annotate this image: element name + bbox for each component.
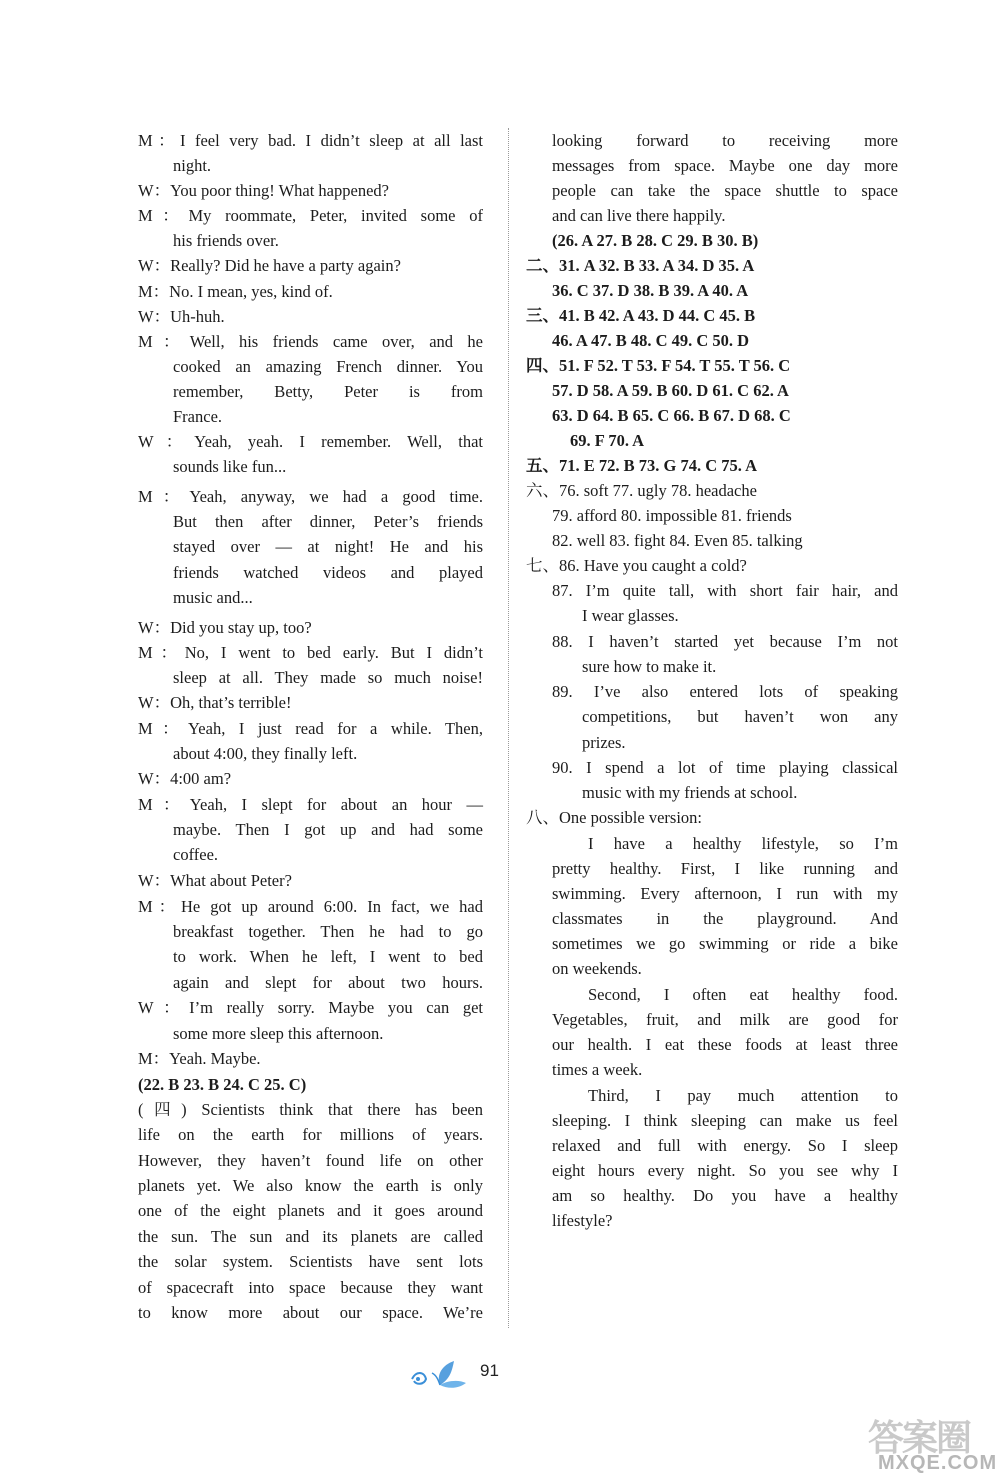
dialogue-line: W：You poor thing! What happened? <box>138 181 389 200</box>
dialogue-line: W：Uh-huh. <box>138 307 225 326</box>
essay-line: sleeping. I think sleeping can make us feel <box>552 1111 898 1130</box>
answer-line: 57. D 58. A 59. B 60. D 61. C 62. A <box>552 381 789 400</box>
answer-line: 五、71. E 72. B 73. G 74. C 75. A <box>526 456 758 475</box>
dialogue-line: W：Oh, that’s terrible! <box>138 693 292 712</box>
dialogue-line: cooked an amazing French dinner. You <box>173 357 483 376</box>
answer-line: 六、76. soft 77. ugly 78. headache <box>526 481 757 500</box>
dialogue-line: some more sleep this afternoon. <box>173 1024 384 1043</box>
dialogue-line: M：Yeah, I slept for about an hour — <box>138 795 483 814</box>
dialogue-line: W：Really? Did he have a party again? <box>138 256 401 275</box>
sentence-line: prizes. <box>582 733 626 752</box>
answer-line: 二、31. A 32. B 33. A 34. D 35. A <box>526 256 755 275</box>
sentence-line: 87. I’m quite tall, with short fair hair, and <box>552 581 898 600</box>
essay-line: sometimes we go swimming or ride a bike <box>552 934 898 953</box>
sentence-line: 90. I spend a lot of time playing classical <box>552 758 898 777</box>
dialogue-line: W：Did you stay up, too? <box>138 618 312 637</box>
sentence-line: music with my friends at school. <box>582 783 798 802</box>
dialogue-line: W：I’m really sorry. Maybe you can get <box>138 998 483 1017</box>
dialogue-line: W：What about Peter? <box>138 871 292 890</box>
passage-line: planets yet. We also know the earth is only <box>138 1176 483 1195</box>
answer-line: 79. afford 80. impossible 81. friends <box>552 506 792 525</box>
sentence-line: 89. I’ve also entered lots of speaking <box>552 682 898 701</box>
dialogue-line: night. <box>173 156 212 175</box>
column-divider <box>508 128 509 1328</box>
dialogue-line: W：4:00 am? <box>138 769 232 788</box>
dialogue-line: France. <box>173 407 223 426</box>
dialogue-line: M：No. I mean, yes, kind of. <box>138 282 333 301</box>
passage-line: the sun. The sun and its planets are called <box>138 1227 483 1246</box>
passage-line: (四) Scientists think that there has been <box>138 1100 483 1119</box>
answer-line: 82. well 83. fight 84. Even 85. talking <box>552 531 803 550</box>
essay-line: lifestyle? <box>552 1211 613 1230</box>
dialogue-line: sounds like fun... <box>173 457 287 476</box>
passage-line: However, they haven’t found life on other <box>138 1151 483 1170</box>
dialogue-line: M：Yeah. Maybe. <box>138 1049 261 1068</box>
essay-line: classmates in the playground. And <box>552 909 898 928</box>
dialogue-line: M：He got up around 6:00. In fact, we had <box>138 897 483 916</box>
sentence-line: 88. I haven’t started yet because I’m not <box>552 632 898 651</box>
passage-line: of spacecraft into space because they want <box>138 1278 483 1297</box>
dialogue-line: again and slept for about two hours. <box>173 973 483 992</box>
dialogue-line: W：Yeah, yeah. I remember. Well, that <box>138 432 483 451</box>
passage-line: life on the earth for millions of years. <box>138 1125 483 1144</box>
answer-line: (26. A 27. B 28. C 29. B 30. B) <box>552 231 759 250</box>
sentence-line: sure how to make it. <box>582 657 717 676</box>
dialogue-line: M：I feel very bad. I didn’t sleep at all last <box>138 131 483 150</box>
essay-line: relaxed and full with energy. So I sleep <box>552 1136 898 1155</box>
passage-line: messages from space. Maybe one day more <box>552 156 898 175</box>
watermark-url: MXQE.COM <box>878 1452 998 1474</box>
essay-line: Third, I pay much attention to <box>588 1086 898 1105</box>
essay-line: on weekends. <box>552 959 642 978</box>
essay-line: Second, I often eat healthy food. <box>588 985 898 1004</box>
dialogue-line: coffee. <box>173 845 219 864</box>
sentence-line: competitions, but haven’t won any <box>582 707 898 726</box>
essay-line: pretty healthy. First, I like running and <box>552 859 898 878</box>
dialogue-line: about 4:00, they finally left. <box>173 744 358 763</box>
passage-line: people can take the space shuttle to space <box>552 181 898 200</box>
page-number: 91 <box>480 1361 499 1380</box>
sentence-line: 七、86. Have you caught a cold? <box>526 556 747 575</box>
dialogue-line: stayed over — at night! He and his <box>173 537 483 556</box>
answer-line: 36. C 37. D 38. B 39. A 40. A <box>552 281 749 300</box>
dialogue-line: sleep at all. They made so much noise! <box>173 668 483 687</box>
dialogue-line: to work. When he left, I went to bed <box>173 947 483 966</box>
dialogue-line: M：Well, his friends came over, and he <box>138 332 483 351</box>
passage-line: one of the eight planets and it goes around <box>138 1201 483 1220</box>
dialogue-line: M：Yeah, I just read for a while. Then, <box>138 719 483 738</box>
essay-line: Vegetables, fruit, and milk are good for <box>552 1010 898 1029</box>
dialogue-line: But then after dinner, Peter’s friends <box>173 512 483 531</box>
dialogue-line: music and... <box>173 588 253 607</box>
dialogue-line: M：No, I went to bed early. But I didn’t <box>138 643 483 662</box>
sentence-line: I wear glasses. <box>582 606 679 625</box>
answer-line: 69. F 70. A <box>570 431 645 450</box>
essay-line: eight hours every night. So you see why I <box>552 1161 898 1180</box>
answer-line: 63. D 64. B 65. C 66. B 67. D 68. C <box>552 406 791 425</box>
dialogue-line: breakfast together. Then he had to go <box>173 922 483 941</box>
dialogue-line: M：Yeah, anyway, we had a good time. <box>138 487 483 506</box>
answer-line: 46. A 47. B 48. C 49. C 50. D <box>552 331 750 350</box>
essay-heading: 八、One possible version: <box>526 808 702 827</box>
essay-line: am so healthy. Do you have a healthy <box>552 1186 898 1205</box>
passage-line: looking forward to receiving more <box>552 131 898 150</box>
answers-22-25: (22. B 23. B 24. C 25. C) <box>138 1075 307 1094</box>
watermark-logo: 答案圈 <box>868 1418 971 1459</box>
essay-line: I have a healthy lifestyle, so I’m <box>588 834 898 853</box>
dialogue-line: M：My roommate, Peter, invited some of <box>138 206 483 225</box>
passage-line: the solar system. Scientists have sent lots <box>138 1252 483 1271</box>
passage-line: to know more about our space. We’re <box>138 1303 483 1322</box>
answer-line: 三、41. B 42. A 43. D 44. C 45. B <box>526 306 756 325</box>
essay-line: times a week. <box>552 1060 643 1079</box>
dialogue-line: friends watched videos and played <box>173 563 483 582</box>
essay-line: swimming. Every afternoon, I run with my <box>552 884 898 903</box>
dialogue-line: his friends over. <box>173 231 279 250</box>
butterfly-icon <box>406 1357 472 1391</box>
passage-line: and can live there happily. <box>552 206 726 225</box>
dialogue-line: maybe. Then I got up and had some <box>173 820 483 839</box>
dialogue-line: remember, Betty, Peter is from <box>173 382 483 401</box>
answer-line: 四、51. F 52. T 53. F 54. T 55. T 56. C <box>526 356 791 375</box>
essay-line: our health. I eat these foods at least three <box>552 1035 898 1054</box>
